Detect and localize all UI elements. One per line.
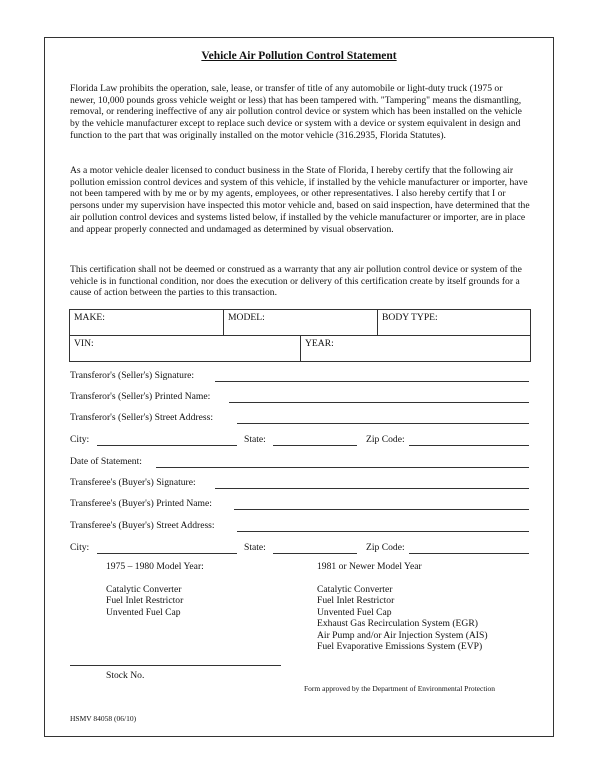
early-device-item: Unvented Fuel Cap <box>106 606 181 618</box>
early-device-item: Fuel Inlet Restrictor <box>106 595 184 606</box>
seller-printed-name-label: Transferor's (Seller's) Printed Name: <box>70 391 211 402</box>
newer-device-item: Air Pump and/or Air Injection System (AIS) <box>317 629 488 641</box>
seller-city-label: City: <box>70 434 90 445</box>
buyer-state-label: State: <box>244 542 266 553</box>
make-label: MAKE: <box>74 312 105 323</box>
vin-label: VIN: <box>74 338 94 349</box>
date-of-statement-line[interactable] <box>156 467 529 468</box>
year-label: YEAR: <box>305 338 334 349</box>
newer-model-year-header: 1981 or Newer Model Year <box>317 561 422 572</box>
newer-device-item: Catalytic Converter <box>317 583 393 595</box>
newer-device-item: Unvented Fuel Cap <box>317 606 392 618</box>
seller-zip-line[interactable] <box>409 445 529 446</box>
tampering-paragraph: Florida Law prohibits the operation, sale, lease, or transfer of title of any automobile or light-duty truck (1975 or newer, 10,000 pounds gross vehicle weight or less) that has been tampered with. "Tampering" means the dismantling, removal, or rendering ineffective of any air pollution control device or system which has been installed on the vehicle by the vehicle manufacturer except to replace such device or system with a device or system equivalent in design and function to the part that was originally installed on the motor vehicle (316.2935, Florida Statutes). <box>70 83 522 141</box>
buyer-city-label: City: <box>70 542 90 553</box>
stock-number-line[interactable] <box>70 665 281 666</box>
newer-device-item: Fuel Evaporative Emissions System (EVP) <box>317 641 483 652</box>
seller-state-line[interactable] <box>273 445 357 446</box>
buyer-printed-name-line[interactable] <box>234 509 529 510</box>
body-type-cell[interactable] <box>378 310 530 336</box>
buyer-city-line[interactable] <box>97 553 237 554</box>
form-number: HSMV 84058 (06/10) <box>70 714 137 723</box>
buyer-address-label: Transferee's (Buyer's) Street Address: <box>70 520 215 531</box>
vin-cell[interactable] <box>70 336 301 361</box>
seller-zip-label: Zip Code: <box>366 434 405 445</box>
warranty-paragraph: This certification shall not be deemed or construed as a warranty that any air pollution control device or system of the vehicle is in functional condition, nor does the execution or delivery of this certification create by itself grounds for a cause of action between the parties to this transaction. <box>70 264 522 299</box>
seller-printed-name-line[interactable] <box>229 402 529 403</box>
seller-city-line[interactable] <box>97 445 237 446</box>
newer-model-year-list <box>317 561 488 653</box>
seller-address-line[interactable] <box>237 423 529 424</box>
newer-device-item: Fuel Inlet Restrictor <box>317 595 395 606</box>
newer-device-item: Exhaust Gas Recirculation System (EGR) <box>317 618 478 629</box>
seller-address-label: Transferor's (Seller's) Street Address: <box>70 412 213 423</box>
approval-note: Form approved by the Department of Environmental Protection <box>304 684 495 693</box>
stock-number-label: Stock No. <box>106 670 145 681</box>
year-cell[interactable] <box>301 336 530 361</box>
certification-paragraph: As a motor vehicle dealer licensed to conduct business in the State of Florida, I hereby certify that the following air pollution emission control devices and system of this vehicle, if installed by the vehicle manufacturer or importer, have not been tampered with by me or by my agents, employees, or other representatives. I also hereby certify that I or persons under my supervision have inspected this motor vehicle and, based on said inspection, have determined that the air pollution control devices and systems listed below, if installed by the vehicle manufacturer or importer, are in place and appear properly connected and undamaged as determined by visual observation. <box>70 165 530 235</box>
buyer-address-line[interactable] <box>237 531 529 532</box>
early-model-year-header: 1975 – 1980 Model Year: <box>106 561 204 572</box>
seller-state-label: State: <box>244 434 266 445</box>
model-label: MODEL: <box>228 312 265 323</box>
buyer-zip-label: Zip Code: <box>366 542 405 553</box>
early-model-year-list <box>106 561 204 618</box>
make-cell[interactable] <box>70 310 224 336</box>
buyer-signature-label: Transferee's (Buyer's) Signature: <box>70 477 196 488</box>
form-title: Vehicle Air Pollution Control Statement <box>201 50 397 62</box>
early-device-item: Catalytic Converter <box>106 583 182 595</box>
seller-signature-label: Transferor's (Seller's) Signature: <box>70 370 195 381</box>
body-type-label: BODY TYPE: <box>382 312 438 323</box>
buyer-zip-line[interactable] <box>409 553 529 554</box>
buyer-signature-line[interactable] <box>215 488 529 489</box>
vehicle-info-table <box>69 309 531 362</box>
seller-signature-line[interactable] <box>215 381 529 382</box>
buyer-state-line[interactable] <box>273 553 357 554</box>
buyer-printed-name-label: Transferee's (Buyer's) Printed Name: <box>70 498 212 509</box>
model-cell[interactable] <box>224 310 378 336</box>
date-of-statement-label: Date of Statement: <box>70 456 142 467</box>
